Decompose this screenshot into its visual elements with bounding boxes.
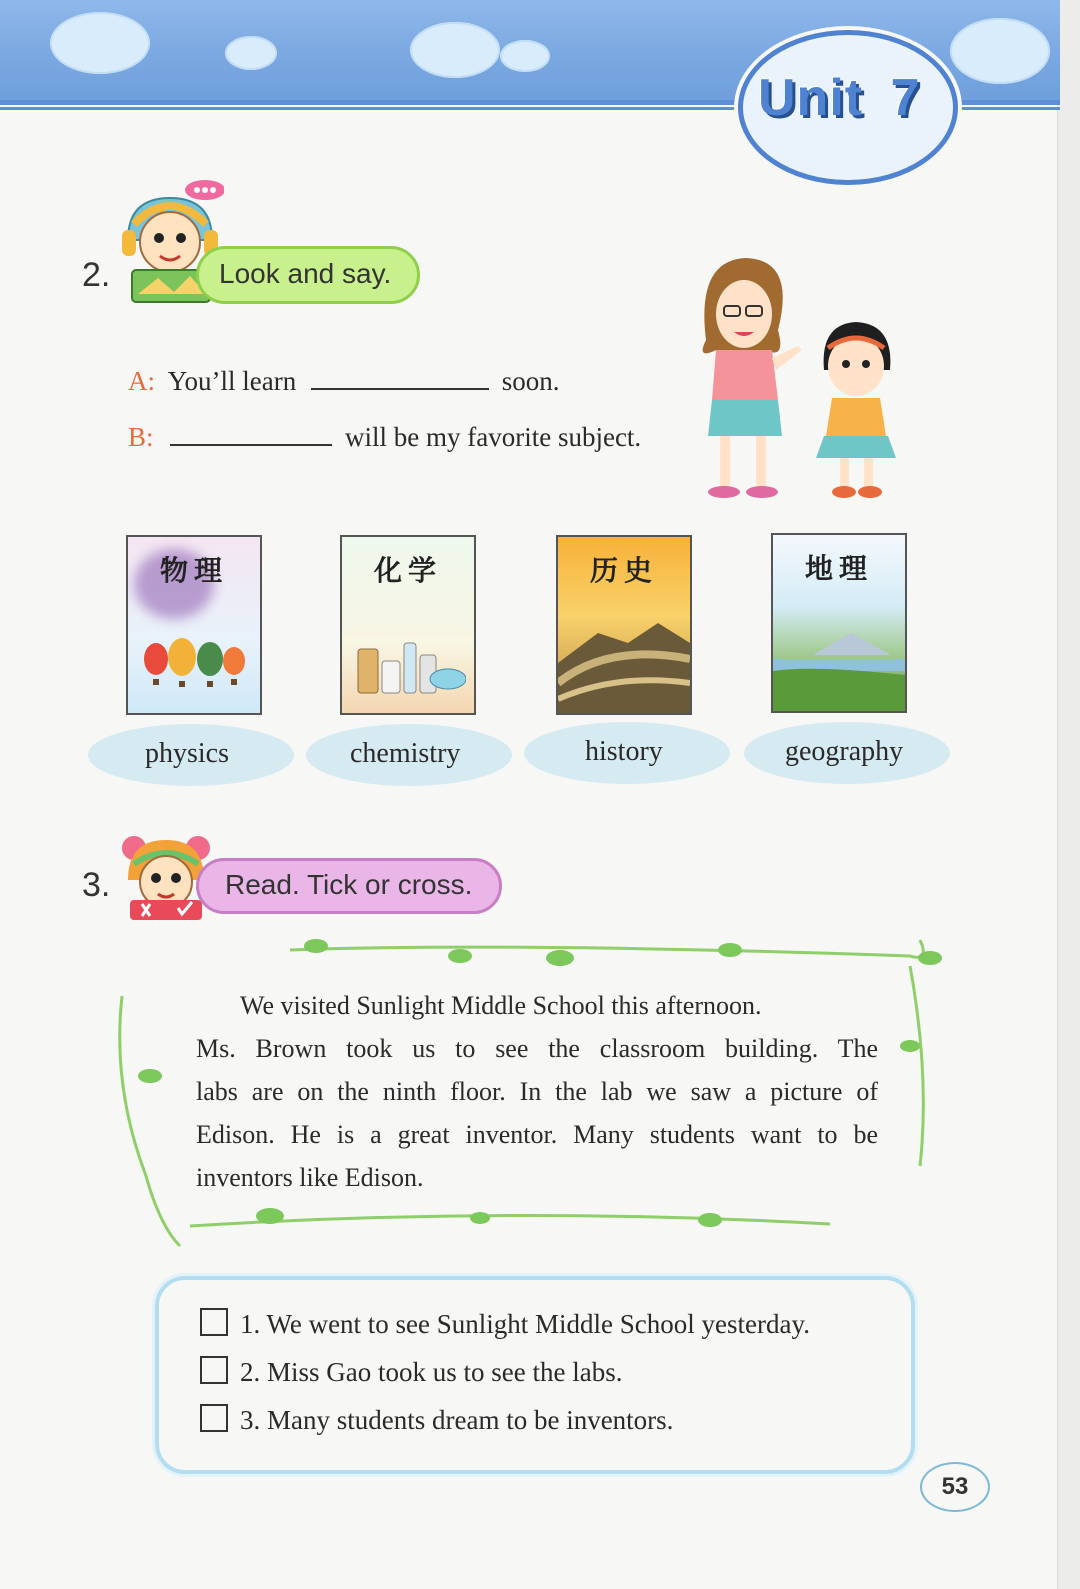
book-cover-text: 地理: [804, 552, 873, 585]
book-cover-text: 物理: [159, 554, 228, 587]
page-edge: [1057, 0, 1080, 1589]
teacher-and-student-illustration: [686, 250, 916, 510]
section-number: 2.: [82, 256, 111, 294]
statement-text: 1. We went to see Sunlight Middle School yesterday.: [240, 1309, 810, 1339]
passage-line: We visited Sunlight Middle School this afternoon.: [240, 991, 762, 1020]
passage-line: Edison. He is a great inventor. Many students want to be: [196, 1120, 878, 1149]
reading-passage: [196, 984, 878, 1199]
passage-line: Ms. Brown took us to see the classroom building. The: [196, 1034, 878, 1063]
statement-row: [200, 1356, 622, 1388]
section-title: Look and say.: [219, 258, 392, 289]
statement-text: 2. Miss Gao took us to see the labs.: [240, 1357, 623, 1387]
dialogue-line-b: [128, 418, 641, 453]
dialogue-line-a: [128, 362, 560, 397]
landscape-icon: [773, 625, 905, 711]
dialogue-text: will be my favorite subject.: [345, 422, 642, 452]
speaker-label: A:: [128, 366, 155, 396]
page-number: 53: [920, 1462, 990, 1512]
unit-label: Unit: [758, 69, 864, 127]
subject-label: physics: [145, 738, 229, 769]
subject-label: history: [585, 736, 663, 767]
section-title: Read. Tick or cross.: [225, 869, 473, 900]
dialogue-text: You’ll learn: [167, 366, 297, 396]
unit-number: 7: [890, 69, 921, 127]
book-physics: [126, 535, 262, 715]
subject-label: chemistry: [350, 738, 461, 769]
section-title-pill: [196, 246, 420, 304]
statement-row: [200, 1308, 810, 1340]
passage-line: labs are on the ninth floor. In the lab we saw a picture of: [196, 1077, 878, 1106]
book-history: [556, 535, 692, 715]
tick-checkbox[interactable]: [200, 1308, 228, 1336]
cloud-icon: [410, 22, 500, 78]
book-chemistry: [340, 535, 476, 715]
answer-blank[interactable]: [170, 418, 332, 446]
book-cover-text: 化学: [373, 554, 442, 587]
section-title-pill: [196, 858, 502, 914]
speaker-label: B:: [128, 422, 154, 452]
statement-text: 3. Many students dream to be inventors.: [240, 1405, 674, 1435]
hot-air-balloons-icon: [142, 637, 248, 697]
answer-blank[interactable]: [311, 362, 489, 390]
cloud-icon: [50, 12, 150, 74]
statement-row: [200, 1404, 673, 1436]
section-number: 3.: [82, 866, 111, 904]
book-geography: [771, 533, 907, 713]
dialogue-text: soon.: [501, 366, 560, 396]
tick-checkbox[interactable]: [200, 1404, 228, 1432]
great-wall-icon: [558, 603, 690, 713]
cloud-icon: [500, 40, 550, 72]
subject-label: geography: [785, 736, 904, 767]
cloud-icon: [950, 18, 1050, 84]
passage-line: inventors like Edison.: [196, 1163, 424, 1192]
book-cover-text: 历史: [589, 554, 658, 587]
unit-title: [758, 68, 920, 128]
cloud-icon: [225, 36, 277, 70]
tick-checkbox[interactable]: [200, 1356, 228, 1384]
lab-bottles-icon: [354, 629, 466, 701]
